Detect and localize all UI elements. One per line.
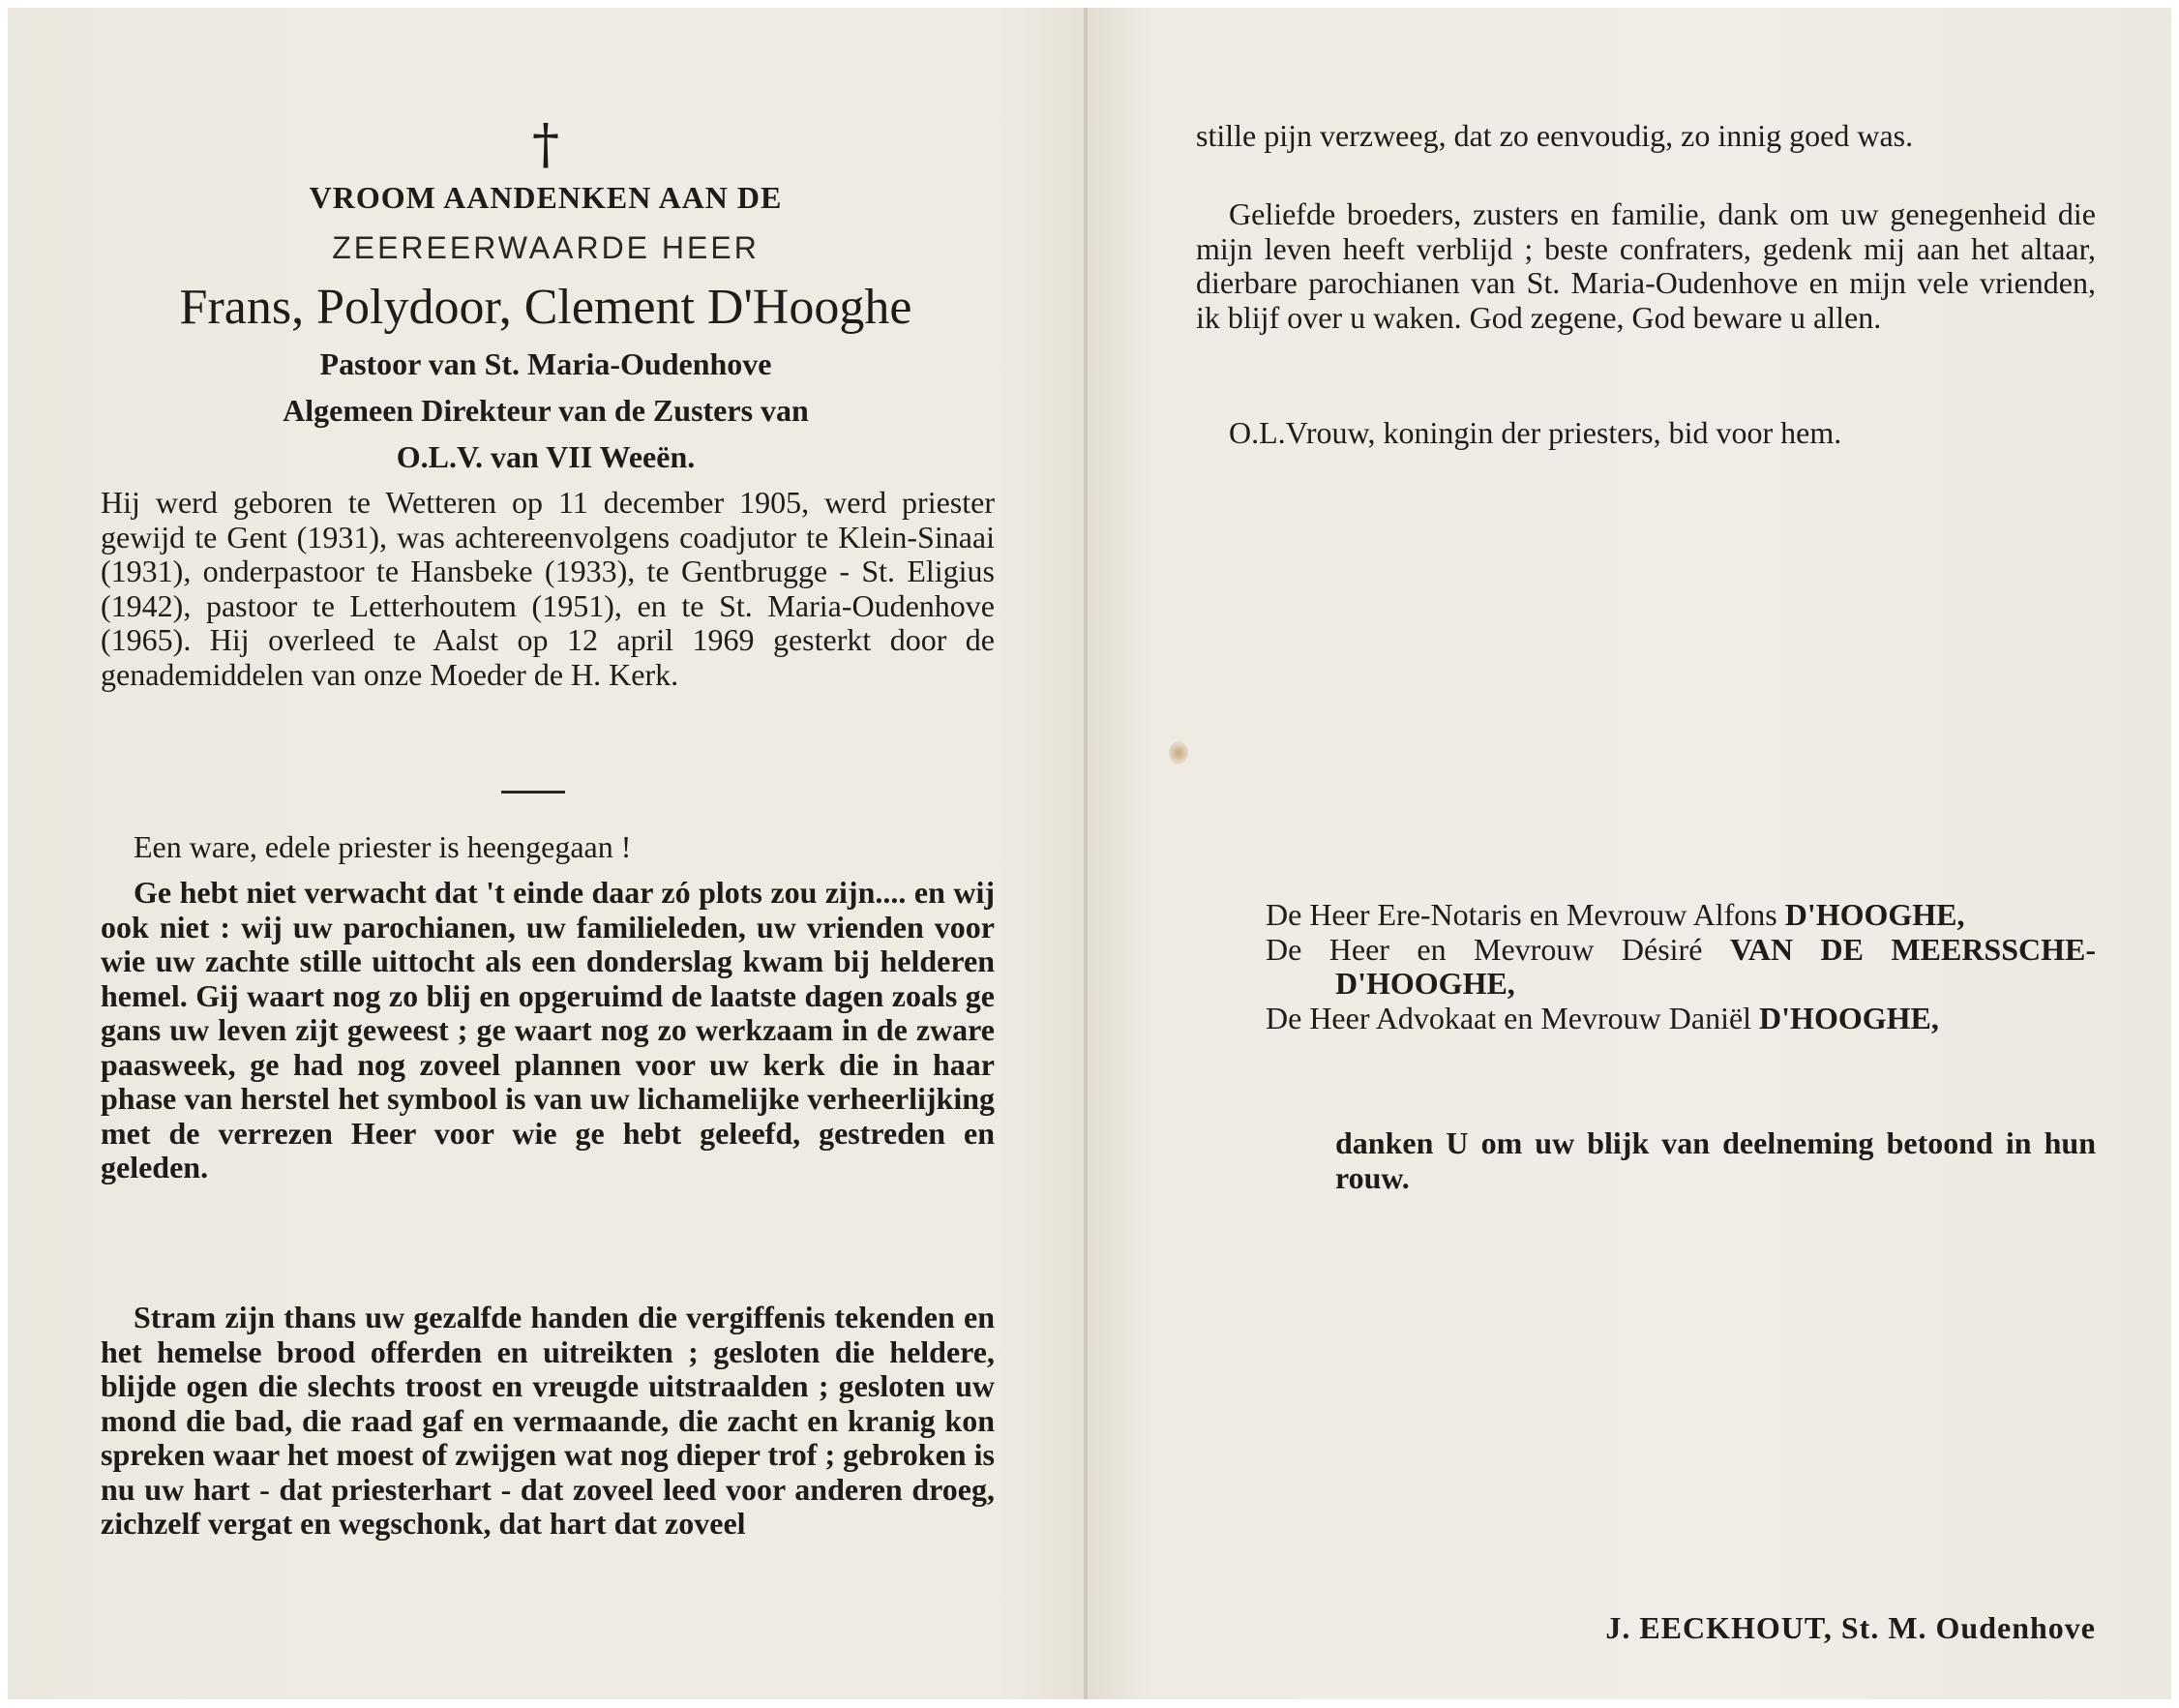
family-entry-surname: D'HOOGHE, bbox=[1784, 897, 1965, 932]
header-line-1: VROOM AANDENKEN AAN DE bbox=[309, 180, 783, 215]
header-line-2: ZEEREERWAARDE HEER bbox=[332, 230, 760, 265]
title-line-2: Algemeen Direkteur van de Zusters van bbox=[283, 393, 809, 428]
right-paragraph-3: O.L.Vrouw, koningin der priesters, bid voor hem. bbox=[1229, 415, 1842, 450]
family-entry bbox=[1266, 933, 2096, 1002]
right-paragraph-1: stille pijn verzweeg, dat zo eenvoudig, zo innig goed was. bbox=[1196, 118, 1914, 153]
biography-paragraph: Hij werd geboren te Wetteren op 11 december 1905, werd priester gewijd te Gent (1931), was achtereenvolgens coadjutor te Klein-Sinaai (1931), onderpastoor te Hansbeke (1933), te Gentbrugge - St. Eligius (1942), pastoor te Letterhoutem (1951), en te St. Maria-Oudenhove (1965). Hij overleed te Aalst op 12 april 1969 gesterkt door de genademiddelen van onze Moeder de H. Kerk. bbox=[101, 485, 995, 692]
closing-thanks: danken U om uw blijk van deelneming betoond in hun rouw. bbox=[1335, 1125, 2096, 1195]
cross-icon: † bbox=[532, 113, 559, 176]
tribute-paragraph-1: Ge hebt niet verwacht dat 't einde daar zó plots zou zijn.... en wij ook niet : wij uw parochianen, uw familieleden, uw vrienden voor wie uw zachte stille uittocht als een donderslag kwam bij helderen hemel. Gij waart nog zo blij en opgeruimd de laatste dagen zoals ge gans uw leven zijt geweest ; ge waart nog zo werkzaam in de zware paasweek, ge had nog zoveel plannen voor uw kerk die in haar phase van herstel het symbool is van uw lichamelijke verheerlijking met de verrezen Heer voor wie ge hebt geleefd, gestreden en geleden. bbox=[101, 875, 995, 1184]
title-line-3: O.L.V. van VII Weeën. bbox=[396, 439, 696, 474]
lead-sentence: Een ware, edele priester is heengegaan ! bbox=[134, 829, 632, 864]
separator-rule bbox=[501, 791, 565, 794]
paper-stain bbox=[1169, 741, 1188, 764]
deceased-name: Frans, Polydoor, Clement D'Hooghe bbox=[179, 280, 912, 335]
printer-credit: J. EECKHOUT, St. M. Oudenhove bbox=[1605, 1610, 2096, 1645]
family-entry-surname: VAN DE MEERSSCHE-D'HOOGHE, bbox=[1335, 931, 2097, 1001]
family-entry-prefix: De Heer Ere-Notaris en Mevrouw Alfons bbox=[1266, 897, 1777, 932]
right-paragraph-2: Geliefde broeders, zusters en familie, dank om uw genegenheid die mijn leven heeft verblijd ; beste confraters, gedenk mij aan het altaar, dierbare parochianen van St. Maria-Oudenhove en mijn vele vrienden, ik blijf over u waken. God zegene, God beware u allen. bbox=[1196, 196, 2096, 335]
title-line-1: Pastoor van St. Maria-Oudenhove bbox=[319, 346, 772, 381]
family-list bbox=[1266, 898, 2096, 1035]
family-entry bbox=[1266, 1002, 2096, 1036]
family-entry-prefix: De Heer en Mevrouw Désiré bbox=[1266, 931, 1703, 967]
tribute-paragraph-2: Stram zijn thans uw gezalfde handen die vergiffenis tekenden en het hemelse brood offerden en uitreikten ; gesloten die heldere, blijde ogen die slechts troost en vreugde uitstraalden ; gesloten uw mond die bad, die raad gaf en vermaande, die zacht en kranig kon spreken waar het moest of zwijgen wat nog dieper trof ; gebroken is nu uw hart - dat priesterhart - dat zoveel leed voor anderen droeg, zichzelf vergat en wegschonk, dat hart dat zoveel bbox=[101, 1300, 995, 1541]
family-entry-surname: D'HOOGHE, bbox=[1759, 1000, 1939, 1035]
family-entry bbox=[1266, 898, 2096, 933]
family-entry-prefix: De Heer Advokaat en Mevrouw Daniël bbox=[1266, 1000, 1752, 1035]
memorial-card bbox=[8, 8, 2171, 1699]
